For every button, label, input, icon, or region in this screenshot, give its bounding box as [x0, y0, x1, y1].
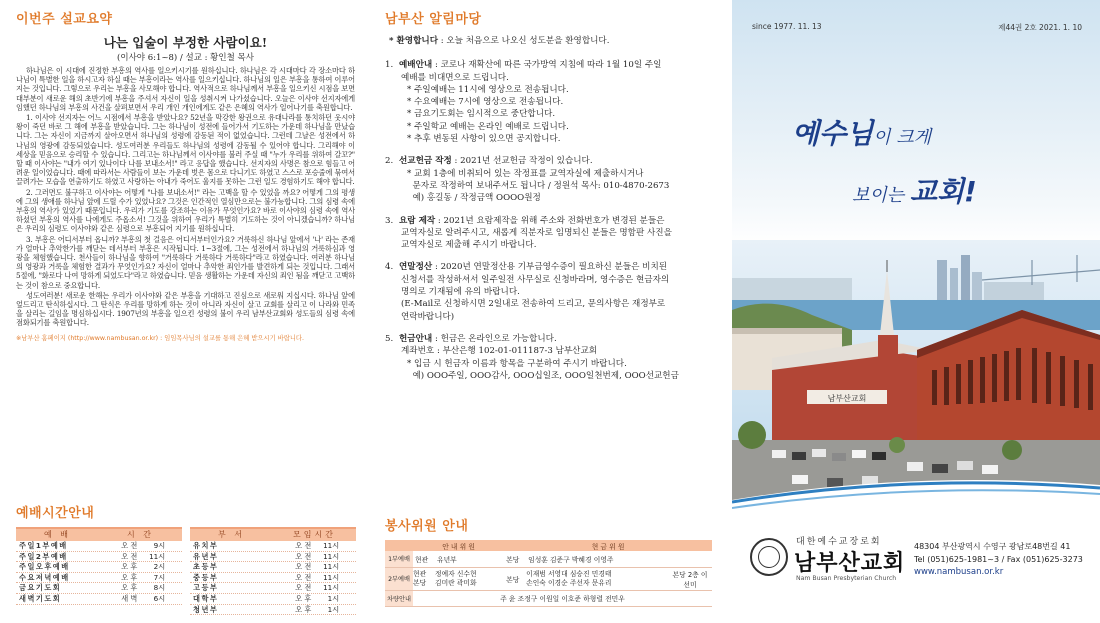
schedule-hour: 11시	[323, 583, 340, 593]
schedule-time	[278, 594, 356, 604]
worship-row	[16, 594, 182, 605]
schedule-ampm: 오 후	[121, 583, 138, 593]
schedule-hour: 1시	[327, 604, 340, 614]
announcement-number: 3.	[385, 215, 394, 226]
schedule-ampm: 오 전	[295, 562, 312, 572]
schedule-name: 새벽기도회	[19, 593, 62, 603]
department-table	[190, 527, 356, 615]
slogan-church: 교회!	[909, 175, 977, 208]
department-row	[190, 562, 356, 573]
schedule-ampm: 오 후	[121, 572, 138, 582]
department-row	[190, 573, 356, 584]
worship-row	[16, 562, 182, 573]
offering-tag: 본당	[504, 567, 526, 590]
schedule-ampm: 오 후	[121, 562, 138, 572]
schedule-time	[278, 583, 356, 593]
announcement-detail: * 추후 변동된 사항이 있으면 공지합니다.	[407, 134, 561, 145]
welcome-label: 환영합니다	[396, 36, 439, 46]
worship-row	[16, 583, 182, 594]
announcement-detail: * 금요기도회는 임시적으로 중단합니다.	[407, 109, 556, 120]
schedule-time	[278, 562, 356, 572]
announcement-label: 요람 제작	[399, 215, 436, 226]
worship-schedule	[16, 502, 356, 615]
schedule-hour: 1시	[327, 593, 340, 603]
schedule-ampm: 오 전	[295, 551, 312, 561]
sermon-paragraph: 하나님은 이 시대에 진정한 부흥의 역사를 일으키시기를 원하십니다. 하나님은 각 시대마다 각 장소마다 하나님이 특별한 일을 하시고자 하실 때는 부흥이라는 역사를 일으키십니다. 하나님의 일은 부흥을 통하여 이루어지는 것입니다. 그렇으로 우리는 부흥을 사모해야 합니다. 역사적으로 하나님께서 부흥을 일으키신 시점을 보면 대부분이 새로운 해의 초반기에 부흥을 주셔서 자신이 일을 성취시켜 나가셨습니다. 오늘은 이사야 선지자에게 임했던 하나님의 부흥의 사건을 살펴보면서 우리 개인 개인에게도 같은 은혜의 역사가 일어나기를 축원합니다.	[16, 66, 355, 112]
volunteer-section	[385, 515, 712, 607]
address: 48304 부산광역시 수영구 광남로48번길 41	[914, 542, 1071, 551]
schedule-hour: 11시	[323, 541, 340, 550]
schedule-name: 주일오후예배	[19, 562, 70, 572]
contact-info	[914, 540, 1083, 579]
schedule-time	[278, 552, 356, 562]
volunteer-head-guide: 안 내 위 원	[413, 540, 504, 551]
car-label: 차량안내	[385, 590, 413, 606]
announcement-text: : 2020년 연말정산용 기부금영수증이 필요하신 분들은 비치된	[432, 262, 668, 273]
schedule-hour: 11시	[323, 572, 340, 582]
schedule-time	[104, 541, 182, 551]
worship-head-time: 시 간	[127, 530, 154, 539]
church-building-illustration	[732, 240, 1100, 505]
volunteer-row-label: 2부예배	[385, 567, 413, 590]
cover-slogan	[792, 112, 1072, 210]
schedule-time	[278, 605, 356, 615]
announcement-detail: 문자로 작정하여 보내주셔도 됩니다 / 정원석 목사: 010-4870-2673	[407, 180, 670, 191]
schedule-name: 대학부	[193, 593, 219, 603]
schedule-name: 주일1부예배	[19, 541, 68, 550]
welcome-bullet: *	[389, 36, 397, 46]
cover-page	[732, 0, 1100, 623]
cover-footer	[732, 520, 1100, 623]
department-row	[190, 594, 356, 605]
worship-head-service: 예 배	[44, 530, 71, 539]
sermon-paragraph: 2. 그러면도 불구하고 이사야는 어떻게 "나를 보내소서!" 라는 고백을 할 수 있었을 까요? 어떻게 그의 평생에 그의 생애를 하나님 앞에 드릴 수가 있었나요? 그것은 인간적인 열심만으로는 불가능합니다. 그의 심령 속에 부흥의 역사가 있었기 때문입니다. 우리가 기도를 강조하는 이유가 무엇인가요? 바로 이사야의 심령 속에 역사하셨던 부흥의 역사를 나에게도 주옵소서! 그것을 위하여 우리가 특별히 기도하는 것이 아니겠습니까? 하나님은 우리의 심령도 이사야와 같은 심령으로 부흥되어 지기를 원하십니다.	[16, 187, 355, 234]
car-names: 주 윤 조정구 이원일 이호준 하형렬 전민우	[413, 590, 712, 606]
announcement-label: 헌금안내	[399, 333, 433, 344]
offering-tag: 본당	[504, 551, 526, 567]
schedule-time	[104, 594, 182, 604]
worship-table	[16, 527, 182, 615]
schedule-time	[104, 573, 182, 583]
schedule-ampm: 새 벽	[121, 593, 138, 603]
schedule-hour: 2시	[153, 562, 166, 572]
schedule-name: 청년부	[193, 604, 219, 614]
schedule-ampm: 오 전	[121, 541, 138, 550]
schedule-time	[104, 552, 182, 562]
worship-row	[16, 541, 182, 552]
announcement-item	[385, 333, 712, 382]
guide-names: 정예자 신수현	[435, 569, 477, 578]
announcement-text: 예배를 비대면으로 드립니다.	[401, 72, 509, 83]
church-photo	[732, 240, 1100, 505]
church-english-name: Nam Busan Presbyterian Church	[796, 575, 897, 582]
schedule-name: 초등부	[193, 562, 219, 572]
schedule-hour: 11시	[149, 551, 166, 561]
announcement-detail: * 입금 시 헌금자 이름과 항목을 구분하여 주시기 바랍니다.	[407, 358, 627, 369]
schedule-hour: 6시	[153, 593, 166, 603]
department-row	[190, 552, 356, 563]
offering-extra: 본당 2층 이선미	[668, 567, 712, 590]
schedule-hour: 11시	[323, 562, 340, 572]
guide-tag: 본당	[413, 578, 427, 587]
announcement-detail: * 주일학교 예배는 온라인 예배로 드립니다.	[407, 121, 569, 132]
announcement-item	[385, 155, 712, 204]
announcement-page	[375, 0, 720, 623]
offering-names: 손인숙 이경순 주선자 문유리	[526, 578, 612, 587]
schedule-time	[104, 583, 182, 593]
guide-names: 김미란 곽미화	[435, 578, 477, 587]
announcement-text: 계좌번호 : 부산은행 102-01-011187-3 남부산교회	[401, 346, 598, 357]
announcement-detail: 예) 홍길동 / 작정금액 OOOO원정	[407, 193, 541, 204]
announcement-item	[385, 59, 712, 145]
announcement-detail: * 주일예배는 11시에 영상으로 전송됩니다.	[407, 84, 569, 95]
schedule-ampm: 오 후	[295, 604, 312, 614]
sermon-paragraph: 3. 부흥은 어디서부터 옵니까? 부흥의 첫 걸음은 어디서부터인가요? 거룩하신 하나님 앞에서 '나' 라는 존재가 얼마나 추악한가를 깨닫는 데서부터 부흥은 시작됩니다. 1~3절에, 그는 성전에서 하나님의 거룩하심과 영광을 체험했습니다. 천사들이 하나님을 향하여 "거룩하다 거룩하다 거룩하다"라고 하였습니다. 여러분 하나님의 영광과 거룩을 체험한 결과가 무엇인가요? 자신이 얼마나 추악한 죄인가를 발견하게 되는 것입니다. 그래서 5절에, "화로다 나여 망하게 되었도다"라고 하였습니다. 믿음 생활하는 가운데 자신의 죄인 됨을 깨닫고 고백하는 것이 참으로 중요합니다.	[16, 234, 355, 290]
church-seal-icon	[750, 538, 788, 576]
volunteer-row	[385, 551, 712, 567]
schedule-ampm: 오 전	[295, 583, 312, 593]
guide-names: 유년부	[435, 551, 504, 567]
sermon-paragraph: 1. 이사야 선지자는 어느 시점에서 부흥을 받았나요? 52년을 막강한 왕권으로 유대나라를 통치하던 웃시야왕이 죽던 바로 그 해에 부흥을 받았습니다. 그는 하나님이 성전에 들어가서 기도하는 가운데 하나님을 만났습니다. 그는 자신이 지금까지 살아오면서 하나님의 성령에 감동된 적이 없었습니다. 그런데 그날은 성전에서 하나님의 영광에 감동되었습니다. 성도여러분 우리들도 하나님의 성령에 감동될 수 있어야 합니다. 그리해야 이 세상을 믿음으로 승리할 수 있습니다. 그리고는 하나님께서 이사야를 불러 주실 때 "누가 우리를 위하여 갈꼬?" 할 때 이사야는 "내가 여기 있나이다 나를 보내소서!" 라고 응답을 했습니다. 선지자의 사명은 참으로 힘들고 어려운 일이었습니다. 때에 따라서는 사람들이 보는 가운데 벗은 몸으로 다니기도 하였고 스스로 포승줄에 묶여서 끌려가는 모습을 연출하기도 하였고 사랑하는 아내가 죽어도 울지를 못하는 그런 일도 경험하기도 해야 합니다.	[16, 113, 355, 187]
announcement-item	[385, 215, 712, 252]
department-row	[190, 605, 356, 616]
schedule-name: 유년부	[193, 551, 219, 561]
schedule-ampm: 오 후	[295, 593, 312, 603]
sermon-section-title: 이번주 설교요약	[16, 12, 113, 27]
announcement-text: 명의로 기재됨에 유의 바랍니다.	[401, 287, 520, 298]
schedule-name: 중등부	[193, 572, 219, 582]
announcement-detail: * 수요예배는 7시에 영상으로 전송됩니다.	[407, 97, 564, 108]
announcement-label: 예배안내	[399, 60, 433, 71]
volunteer-row-label: 1부예배	[385, 551, 413, 567]
announcement-text: (E-Mail로 신청하시면 2일내로 전송하여 드리고, 문의사항은 재정부로	[401, 299, 666, 310]
schedule-ampm: 오 전	[295, 541, 312, 550]
announcement-label: 연말정산	[399, 262, 433, 273]
sermon-body	[16, 66, 355, 328]
announcement-detail: * 교회 1층에 비취되어 있는 작정표를 교역자실에 제출하시거나	[407, 168, 644, 179]
cover-swoosh	[732, 470, 1100, 520]
schedule-time	[278, 541, 356, 551]
cover-header	[752, 22, 1082, 33]
welcome-notice	[389, 35, 712, 47]
volunteer-section-title: 봉사위원 안내	[385, 519, 469, 534]
offering-names: 이재범 서영대 심승진 민경태	[526, 569, 612, 578]
schedule-hour: 7시	[153, 572, 166, 582]
schedule-ampm: 오 전	[295, 572, 312, 582]
announcement-number: 1.	[385, 60, 394, 71]
department-head-time: 모임시간	[293, 530, 336, 539]
phone-fax: Tel (051)625-1981~3 / Fax (051)625-3273	[914, 555, 1083, 564]
announcement-text: : 코로나 재확산에 따른 국가방역 지침에 따라 1월 10일 주일	[432, 60, 662, 71]
department-row	[190, 541, 356, 552]
guide-tag: 현관	[413, 551, 435, 567]
church-name: 남부산교회	[794, 551, 906, 576]
announcement-text: 교역자실로 알려주시고, 새롭게 직분자로 임명되신 분들은 명함판 사진을	[401, 227, 672, 238]
welcome-text: : 오늘 처음으로 나오신 성도분을 환영합니다.	[438, 36, 610, 46]
issue-info: 제44권 2호 2021. 1. 10	[998, 23, 1082, 32]
schedule-hour: 11시	[323, 551, 340, 561]
sermon-paragraph: 성도여러분! 새로운 한해는 우리가 이사야와 같은 부흥을 기대하고 진심으로 새로워 지십시다. 하나님 앞에 엎드리고 탄식하십시다. 그 탄식은 우리를 망하게 하는 것이 아니라 자신이 살고 교회를 살리고 이 나라와 민족을 살리는 길임을 명심하십시다. 1907년의 부흥을 일으킨 성령의 불이 우리 남부산교회와 성도들의 심령 속에 점화되기를 축원합니다.	[16, 290, 355, 328]
announcement-number: 5.	[385, 333, 394, 344]
department-head-name: 부 서	[218, 530, 245, 539]
department-row	[190, 583, 356, 594]
announcement-list	[385, 35, 712, 382]
volunteer-car-row	[385, 590, 712, 606]
schedule-time	[104, 562, 182, 572]
sermon-page	[0, 0, 365, 623]
announcement-number: 2.	[385, 156, 394, 167]
schedule-name: 고등부	[193, 583, 219, 593]
announcement-text: 신청서를 작성하셔서 일주일전 사무실로 신청바라며, 영수증은 현금자의	[401, 274, 670, 285]
announcement-text: : 헌금은 온라인으로 가능합니다.	[432, 333, 557, 344]
schedule-hour: 8시	[153, 583, 166, 593]
announcement-detail: 예) OOO주일, OOO감사, OOO십일조, OOO일천번제, OOO선교헌금	[407, 370, 679, 381]
announcement-text: : 2021년 선교헌금 작정이 있습니다.	[451, 156, 593, 167]
schedule-name: 유치부	[193, 541, 219, 550]
offering-names: 임성훈 김준구 박혜경 이영주	[526, 551, 712, 567]
announcement-text: : 2021년 요람제작을 위해 주소와 전화번호가 변경된 분들은	[435, 215, 665, 226]
slogan-jesus: 예수님	[792, 117, 874, 150]
guide-tag: 현관	[413, 569, 427, 578]
schedule-name: 주일2부예배	[19, 551, 68, 561]
volunteer-table	[385, 540, 712, 607]
schedule-time	[278, 573, 356, 583]
schedule-ampm: 오 전	[121, 551, 138, 561]
announcement-text: 연락바랍니다)	[401, 311, 455, 322]
announcement-item	[385, 261, 712, 322]
sermon-title: 나는 입술이 부정한 사람이요!	[103, 35, 268, 50]
denomination: 대한예수교장로회	[796, 537, 882, 547]
schedule-hour: 9시	[153, 541, 166, 550]
church-sign-text: 남부산교회	[827, 394, 867, 403]
announcement-section-title: 남부산 알림마당	[385, 12, 482, 27]
schedule-name: 금요기도회	[19, 583, 62, 593]
worship-section-title: 예배시간안내	[16, 506, 95, 521]
announcement-label: 선교헌금 작정	[399, 156, 452, 167]
since-date: since 1977. 11. 13	[752, 22, 822, 31]
website-link[interactable]: www.nambusan.or.kr	[914, 567, 1004, 577]
worship-row	[16, 552, 182, 563]
slogan-line1-rest: 이 크게	[873, 127, 932, 148]
announcement-text: 교역자실로 제출해 주시기 바랍니다.	[401, 240, 537, 251]
schedule-name: 수요저녁예배	[19, 572, 70, 582]
slogan-line2-start: 보이는	[852, 185, 910, 206]
worship-row	[16, 573, 182, 584]
announcement-number: 4.	[385, 262, 394, 273]
volunteer-row	[385, 567, 712, 590]
volunteer-head-offering: 현 금 위 원	[504, 540, 712, 551]
sermon-subtitle: (이사야 6:1~8) / 설교 : 황인철 목사	[117, 53, 254, 63]
sermon-homepage-note: ※남부산 홈페이지 (http://www.nambusan.or.kr) : 임임목사님의 설교를 통해 은혜 받으시기 바랍니다.	[16, 334, 305, 342]
